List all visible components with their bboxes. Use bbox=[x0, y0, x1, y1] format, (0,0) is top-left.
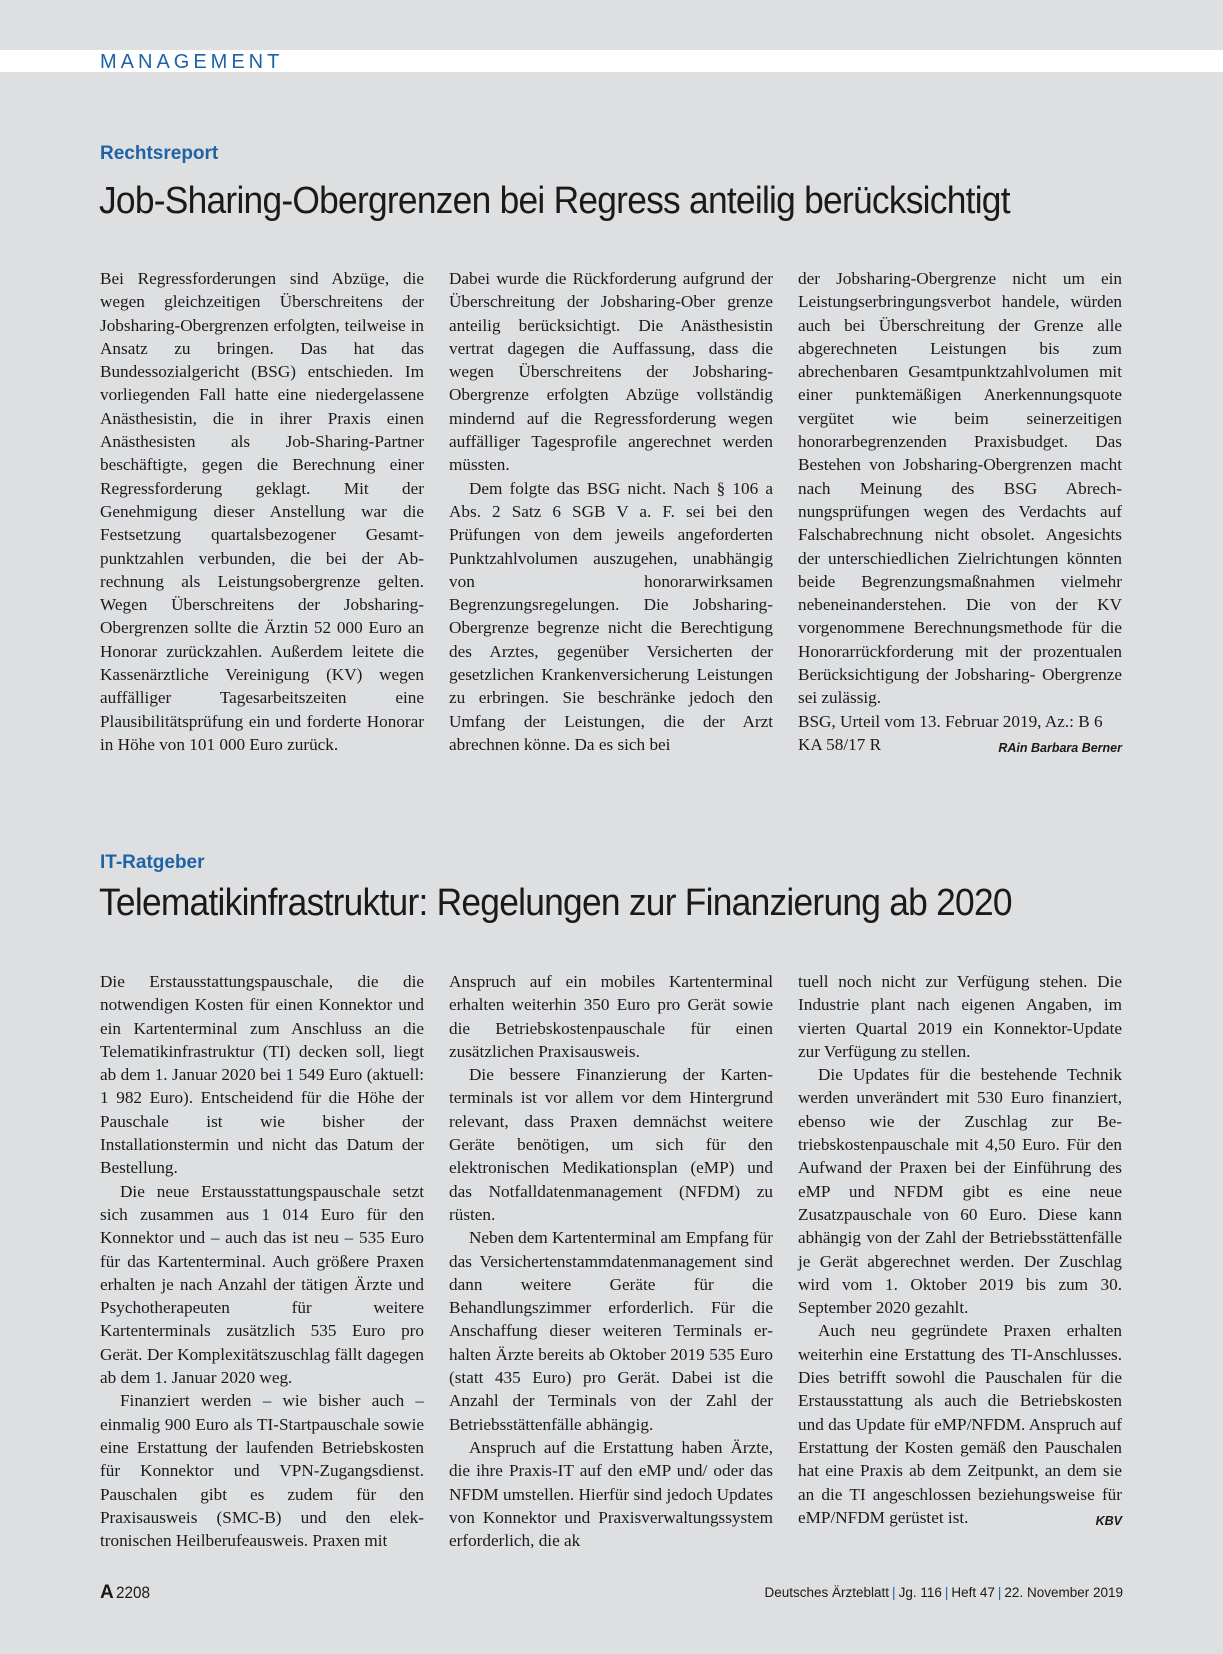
paragraph: Anspruch auf ein mobiles Kartenterminal erhalten weiterhin 350 Euro pro Gerät sowie die Betriebskostenpauschale für einen zusätzlichen Praxisausweis. bbox=[449, 972, 773, 1061]
paragraph: Dem folgte das BSG nicht. Nach § 106 a Abs. 2 Satz 6 SGB V a. F. sei bei den Prüfungen von dem jeweils angeforderten Punktzahlvolumen auszugehen, unabhängig von honorarwirksamen Begrenzungsregelungen. Die Jobsharing-Obergrenze begrenze nicht die Berechtigung des Arztes, gegenüber Versicherten der gesetzlichen Krankenversicherung Leistungen zu erbringen. Sie beschränke jedoch den Umfang der Leistungen, die der Arzt abrechnen könne. Da es sich bei bbox=[449, 478, 773, 754]
journal-date: 22. November 2019 bbox=[1004, 1585, 1123, 1600]
paragraph: Bei Regressforderungen sind Abzüge, die wegen gleichzeitigen Überschreitens der Jobsharing-Obergrenzen erfolgten, teilweise in Ansatz zu bringen. Das hat das Bundessozialgericht (BSG) entschieden. Im vorliegenden Fall hatte eine niedergelassene Anästhesistin, die in ihrer Praxis einen Anästhesisten als Job-Sharing-Partner beschäftigte, gegen die Berechnung einer Regressforderung geklagt. Mit der Genehmigung dieser Anstellung war die Festsetzung quartalsbezogener Gesamtpunktzahlen verbunden, die bei der Abrechnung als Leistungsobergrenze gelten. Wegen Überschreitens der Jobsharing-Obergrenzen sollte die Ärztin 52 000 Euro an Honorar zurückzahlen. Außerdem leitete die Kassenärztliche Vereinigung (KV) wegen auffälliger Tagesarbeitszeiten eine Plausibilitätsprüfung ein und forderte Honorar in Höhe von 101 000 Euro zurück. bbox=[100, 269, 424, 754]
top-margin bbox=[0, 0, 1223, 50]
paragraph: Die Erstausstattungspauschale, die die notwendigen Kosten für einen Konnektor und ein Kartenterminal zum Anschluss an die Telematikinfrastruktur (TI) decken soll, liegt ab dem 1. Januar 2020 bei 1 549 Euro (aktuell: 1 982 Euro). Entscheidend für die Höhe der Pauschale ist wie bisher der Installationstermin und nicht das Datum der Bestellung. bbox=[100, 972, 424, 1178]
paragraph: Finanziert werden – wie bisher auch – einmalig 900 Euro als TI-Startpauschale sowie eine Erstattung der laufenden Betriebskosten für Konnektor und VPN-Zugangsdienst. Pauschalen gibt es zudem für den Praxisausweis (SMC-B) und den elektronischen Heilberufeausweis. Praxen mit bbox=[100, 1391, 424, 1551]
journal-volume: Jg. 116 bbox=[898, 1585, 942, 1600]
article2-column-1 bbox=[100, 970, 424, 1552]
paragraph: Neben dem Kartenterminal am Empfang für das Versichertenstammdatenmanagement sind dann weitere Geräte für die Behandlungszimmer erforderlich. Für die Anschaffung dieser weiteren Terminals erhalten Ärzte bereits ab Oktober 2019 535 Euro (statt 435 Euro) pro Gerät. Dabei ist die Anzahl der Terminals von der Zahl der Betriebsstättenfälle abhängig. bbox=[449, 1228, 774, 1434]
article2-title: Telematikinfrastruktur: Regelungen zur Finanzierung ab 2020 bbox=[99, 882, 1012, 924]
journal-issue: Heft 47 bbox=[951, 1585, 995, 1600]
article1-column-2 bbox=[449, 267, 773, 756]
reference-paragraph bbox=[798, 710, 1122, 757]
paragraph: Die neue Erstausstattungspauschale setzt sich zusammen aus 1 014 Euro für den Konnektor und – auch das ist neu – 535 Euro für das Kartenterminal. Auch größere Praxen erhalten je nach Anzahl der tätigen Ärzte und Psychotherapeuten für weitere Kartenterminals zusätzlich 535 Euro pro Gerät. Der Komplexitätszuschlag fällt dagegen ab dem 1. Januar 2020 weg. bbox=[100, 1181, 424, 1388]
page-letter: A bbox=[100, 1582, 114, 1603]
article2-column-2 bbox=[449, 970, 773, 1552]
paragraph: der Jobsharing-Obergrenze nicht um ein Leistungserbringungsverbot handele, würden auch bei Überschreitung der Grenze alle abgerechneten Leistungen bis zum abrechenbaren Gesamtpunktzahlvolumen mit einer punktemäßigen Anerkennungsquote vergütet wie beim seinerzeitigen honorarbegrenzenden Praxisbudget. Das Bestehen von Jobsharing-Obergrenzen macht nach Meinung des BSG Abrechnungsprüfungen wegen des Verdachts auf Falschabrechnung nicht obsolet. Angesichts der unterschiedlichen Zielrichtungen könnten beide Begrenzungsmaßnahmen vielmehr nebeneinanderstehen. Die von der KV vorgenommene Berechnungsmethode für die Honorarrückforderung mit der prozentualen Berücksichtigung der Jobsharing- Obergrenze sei zulässig. bbox=[798, 269, 1122, 708]
paragraph: tuell noch nicht zur Verfügung stehen. Die Industrie plant nach eigenen Angaben, im vierten Quartal 2019 ein Konnektor-Update zur Verfügung zu stellen. bbox=[798, 972, 1122, 1061]
article1-title: Job-Sharing-Obergrenzen bei Regress anteilig berücksichtigt bbox=[99, 180, 1010, 222]
paragraph-with-author bbox=[798, 1319, 1122, 1529]
paragraph: Dabei wurde die Rückforderung aufgrund der Überschreitung der Jobsharing-Ober grenze anteilig berücksichtigt. Die Anästhesistin vertrat dagegen die Auffassung, dass die wegen Überschreitens der Jobsharing-Obergrenze erfolgten Abzüge vollständig mindernd auf die Regressforderung wegen auffälliger Tagesprofile angerechnet werden müssten. bbox=[449, 269, 773, 475]
section-label: MANAGEMENT bbox=[100, 51, 284, 73]
journal-name: Deutsches Ärzteblatt bbox=[764, 1585, 890, 1600]
article2-author: KBV bbox=[1095, 1513, 1122, 1528]
page-number: 2208 bbox=[116, 1583, 151, 1602]
paragraph: Anspruch auf die Erstattung haben Ärzte, die ihre Praxis-IT auf den eMP und/ oder das NFDM umstellen. Hierfür sind jedoch Updates von Konnektor und Praxisverwaltungssystem erforderlich, die ak bbox=[449, 1437, 773, 1551]
court-reference: BSG, Urteil vom 13. Februar 2019, Az.: B 6 KA 58/17 R bbox=[798, 711, 1103, 754]
article1-author: RAin Barbara Berner bbox=[998, 740, 1122, 755]
paragraph: Auch neu gegründete Praxen erhalten weiterhin eine Erstattung des TI-Anschlusses. Dies betrifft sowohl die Pauschalen für die Erstausstattung als auch die Betriebskosten und das Update für eMP/NFDM. Anspruch auf Erstattung der Kosten gemäß den Pauschalen hat eine Praxis ab dem Zeitpunkt, an dem sie an die TI angeschlossen beziehungsweise für eMP/NFDM gerüstet ist. bbox=[798, 1321, 1122, 1527]
article1-kicker: Rechtsreport bbox=[100, 143, 219, 164]
article2-column-3 bbox=[798, 970, 1122, 1533]
page-footer bbox=[100, 1582, 1123, 1606]
article1-column-3 bbox=[798, 267, 1122, 760]
article2-kicker: IT-Ratgeber bbox=[100, 852, 205, 873]
journal-info: Deutsches Ärzteblatt | Jg. 116 | Heft 47 | 22. November 2019 bbox=[764, 1585, 1123, 1600]
paragraph: Die Updates für die bestehende Technik werden unverändert mit 530 Euro finanziert, ebenso wie der Zuschlag zur Betriebskostenpauschale mit 4,50 Euro. Für den Aufwand der Praxen bei der Einführung des eMP und NFDM gibt es eine neue Zusatzpauschale von 60 Euro. Diese kann abhängig von der Zahl der Betriebsstättenfälle je Gerät abgerechnet werden. Der Zuschlag wird vom 1. Oktober 2019 bis zum 30. September 2020 gezahlt. bbox=[798, 1065, 1122, 1318]
article1-column-1 bbox=[100, 267, 424, 756]
paragraph: Die bessere Finanzierung der Kartenterminals ist vor allem vor dem Hintergrund relevant, dass Praxen demnächst weitere Geräte benötigen, um sich für den elektronischen Medikationsplan (eMP) und das Notfalldatenmanagement (NFDM) zu rüsten. bbox=[449, 1065, 773, 1224]
